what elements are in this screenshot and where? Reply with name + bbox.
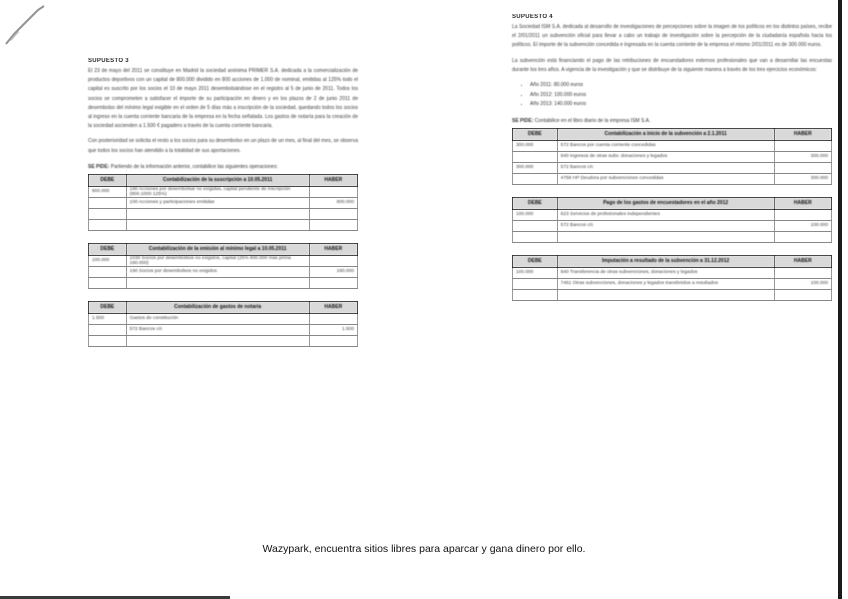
- debe-cell: [89, 197, 127, 208]
- table-row: [89, 324, 358, 335]
- table-row: [89, 277, 358, 288]
- supuesto-4-se-pide: [512, 118, 832, 124]
- bullet-item: • Año 2013: 140.000 euros: [530, 100, 832, 110]
- table-row: [513, 278, 832, 289]
- se-pide-label: SE PIDE:: [88, 163, 110, 170]
- haber-header: HABER: [309, 301, 357, 313]
- concept-cell: 572 Bancos c/c: [126, 324, 309, 335]
- table-row: [513, 151, 832, 162]
- debe-header: DEBE: [89, 174, 127, 186]
- haber-cell: [309, 313, 357, 324]
- concept-cell: 7461 Otras subvenciones, donaciones y legados transferidos a resultados: [557, 278, 774, 289]
- bullet-item: • Año 2011: 80.000 euros: [530, 81, 832, 91]
- debe-cell: [89, 335, 127, 346]
- journal-table: [512, 255, 832, 301]
- concept-cell: 572 Bancos por cuenta corriente concedidas: [557, 140, 774, 151]
- table-row: [89, 313, 358, 324]
- debe-cell: [89, 277, 127, 288]
- table-title: Contabilización de gastos de notaría: [126, 301, 309, 313]
- concept-cell: 190 Acciones por desembolsar no exigidas, capital pendiente de inscripción (800.1000·125%): [126, 186, 309, 197]
- se-pide-text: Contabilice en el libro diario de la empresa ISM S.A.: [534, 117, 651, 124]
- debe-header: DEBE: [89, 301, 127, 313]
- concept-cell: 623 Servicios de profesionales independientes: [557, 209, 774, 220]
- haber-cell: [774, 267, 831, 278]
- haber-header: HABER: [774, 197, 831, 209]
- supuesto-4-paragraph-2: La subvención está financiando el pago de las retribuciones de encuestadores externos profesionales que van a desarrollar las encuestas durante los tres años. A vigencia de la investigación y que se distribuye de la siguiente manera a través de los tres ejercicios económicos:: [512, 57, 832, 73]
- debe-cell: [513, 151, 558, 162]
- right-journal-tables: [512, 128, 832, 301]
- supuesto-3-heading: SUPUESTO 3: [88, 58, 129, 64]
- table-title: Contabilización de la suscripción a 10.05.2011: [126, 174, 309, 186]
- concept-cell: 572 Bancos c/c: [557, 162, 774, 173]
- concept-cell: [557, 231, 774, 242]
- table-title: Pago de los gastos de encuestadores en el año 2012: [557, 197, 774, 209]
- journal-table: [88, 243, 358, 289]
- table-row: [513, 267, 832, 278]
- concept-cell: 190 Socios por desembolsos no exigidos: [126, 266, 309, 277]
- debe-cell: [513, 289, 558, 300]
- journal-table: [512, 197, 832, 243]
- table-title: Contabilización de la emisión al mínimo legal a 10.05.2011: [126, 243, 309, 255]
- haber-cell: 300.000: [774, 151, 831, 162]
- journal-table: [88, 174, 358, 231]
- haber-cell: 100.000: [774, 278, 831, 289]
- haber-cell: [309, 255, 357, 266]
- concept-cell: 100 Acciones y participaciones emitidas: [126, 197, 309, 208]
- debe-header: DEBE: [513, 197, 558, 209]
- table-row: [513, 173, 832, 184]
- haber-cell: [774, 289, 831, 300]
- debe-cell: [89, 266, 127, 277]
- debe-cell: [513, 231, 558, 242]
- supuesto-3-paragraph-2: Con posterioridad se solicita el resto a los socios para su desembolso en un plazo de un mes, al final del mes, se observa que todos los socios han atendido a la totalidad de sus aportaciones.: [88, 138, 358, 154]
- table-title: Contabilización a inicio de la subvención a 2.1.2011: [557, 128, 774, 140]
- table-row: [513, 209, 832, 220]
- journal-table: [512, 128, 832, 185]
- concept-cell: 1030 Socios por desembolsos no exigidos, capital (25% 800.000 más prima 180.000): [126, 255, 309, 266]
- table-row: [89, 266, 358, 277]
- concept-cell: [126, 277, 309, 288]
- supuesto-3-paragraph-1: El 23 de mayo del 2011 se constituye en Madrid la sociedad anónima PRIMER S.A. dedicada a la comercialización de productos deportivos con un capital de 800.000 dividido en 800 acciones de 1.000 de nominal, emitidas al 125% todo el capital es suscrito por los socios el 10 de mayo 2011 desembolsándose en el registro al 5 de junio de 2011. Todos los socios se comprometen a satisfacer el importe de su participación en dinero y en los plazos de 2 de junio 2011 de desembolso del mínimo legal exigible en el orden de 5 días más a inscripción de la sociedad, quedando todos los socios al ingreso en la cuenta corriente bancaria de la empresa en la fecha señalada. Los gastos de notaría para la creación de la sociedad ascienden a 1.500 € pagadero a través de la cuenta corriente bancaria.: [88, 68, 358, 130]
- haber-header: HABER: [774, 255, 831, 267]
- table-row: [89, 186, 358, 197]
- supuesto-4-heading: SUPUESTO 4: [512, 14, 553, 20]
- table-title: Imputación a resultado de la subvención a 31.12.2012: [557, 255, 774, 267]
- debe-cell: 800.000: [89, 186, 127, 197]
- haber-cell: 800.000: [309, 197, 357, 208]
- scan-corner-mark: [0, 0, 50, 50]
- debe-cell: 100.000: [513, 267, 558, 278]
- supuesto-4-paragraph-1: La Sociedad ISM S.A. dedicada al desarrollo de investigaciones de percepciones sobre la imagen de los políticos en los distintos países, recibe el 2/01/2011 un subvención oficial para llevar a cabo un trabajo de investigación sobre la percepción de la ciudadanía española hacia los políticos. El importe de la subvención concedida e ingresada en la cuenta corriente de la empresa el mismo 2/01/2011 es de 300.000 euros.: [512, 24, 832, 49]
- bullet-item: • Año 2012: 100.000 euros: [530, 91, 832, 101]
- haber-cell: 1.500: [309, 324, 357, 335]
- haber-cell: [309, 219, 357, 230]
- haber-cell: [309, 277, 357, 288]
- debe-cell: [89, 208, 127, 219]
- haber-cell: [774, 231, 831, 242]
- table-row: [513, 289, 832, 300]
- table-row: [89, 255, 358, 266]
- debe-cell: [89, 324, 127, 335]
- debe-header: DEBE: [513, 255, 558, 267]
- debe-cell: [513, 278, 558, 289]
- scan-edge-right: [838, 0, 842, 599]
- haber-header: HABER: [309, 174, 357, 186]
- table-row: [89, 219, 358, 230]
- footer-caption: Wazypark, encuentra sitios libres para aparcar y gana dinero por ello.: [262, 543, 586, 555]
- table-row: [89, 335, 358, 346]
- table-row: [513, 140, 832, 151]
- debe-cell: [513, 173, 558, 184]
- right-column: [512, 14, 832, 313]
- haber-cell: 100.000: [774, 220, 831, 231]
- haber-cell: [774, 209, 831, 220]
- debe-cell: 100.000: [513, 209, 558, 220]
- concept-cell: [126, 335, 309, 346]
- debe-cell: 300.000: [513, 140, 558, 151]
- se-pide-label: SE PIDE:: [512, 117, 534, 124]
- table-row: [513, 231, 832, 242]
- haber-header: HABER: [309, 243, 357, 255]
- concept-cell: [126, 219, 309, 230]
- haber-cell: [309, 335, 357, 346]
- haber-cell: 180.000: [309, 266, 357, 277]
- concept-cell: 572 Bancos c/c: [557, 220, 774, 231]
- haber-cell: [774, 140, 831, 151]
- haber-header: HABER: [774, 128, 831, 140]
- debe-cell: [513, 220, 558, 231]
- haber-cell: [309, 208, 357, 219]
- supuesto-4-bullet-list: [512, 81, 832, 110]
- debe-header: DEBE: [513, 128, 558, 140]
- concept-cell: Gastos de constitución: [126, 313, 309, 324]
- debe-cell: 100.000: [89, 255, 127, 266]
- debe-cell: [89, 219, 127, 230]
- journal-table: [88, 301, 358, 347]
- supuesto-3-se-pide: [88, 164, 358, 170]
- left-journal-tables: [88, 174, 358, 347]
- table-row: [513, 220, 832, 231]
- table-row: [89, 197, 358, 208]
- debe-cell: 300.000: [513, 162, 558, 173]
- concept-cell: 940 Ingresos de otras subv. donaciones y legados: [557, 151, 774, 162]
- haber-cell: [309, 186, 357, 197]
- debe-header: DEBE: [89, 243, 127, 255]
- concept-cell: [557, 289, 774, 300]
- concept-cell: [126, 208, 309, 219]
- debe-cell: 1.500: [89, 313, 127, 324]
- table-row: [89, 208, 358, 219]
- se-pide-text: Partiendo de la información anterior, contabilice las siguientes operaciones:: [110, 163, 278, 170]
- left-column: [88, 58, 358, 359]
- table-row: [513, 162, 832, 173]
- concept-cell: 4758 HP Deudora por subvenciones concedidas: [557, 173, 774, 184]
- haber-cell: [774, 162, 831, 173]
- concept-cell: 840 Transferencia de otras subvenciones, donaciones y legados: [557, 267, 774, 278]
- haber-cell: 300.000: [774, 173, 831, 184]
